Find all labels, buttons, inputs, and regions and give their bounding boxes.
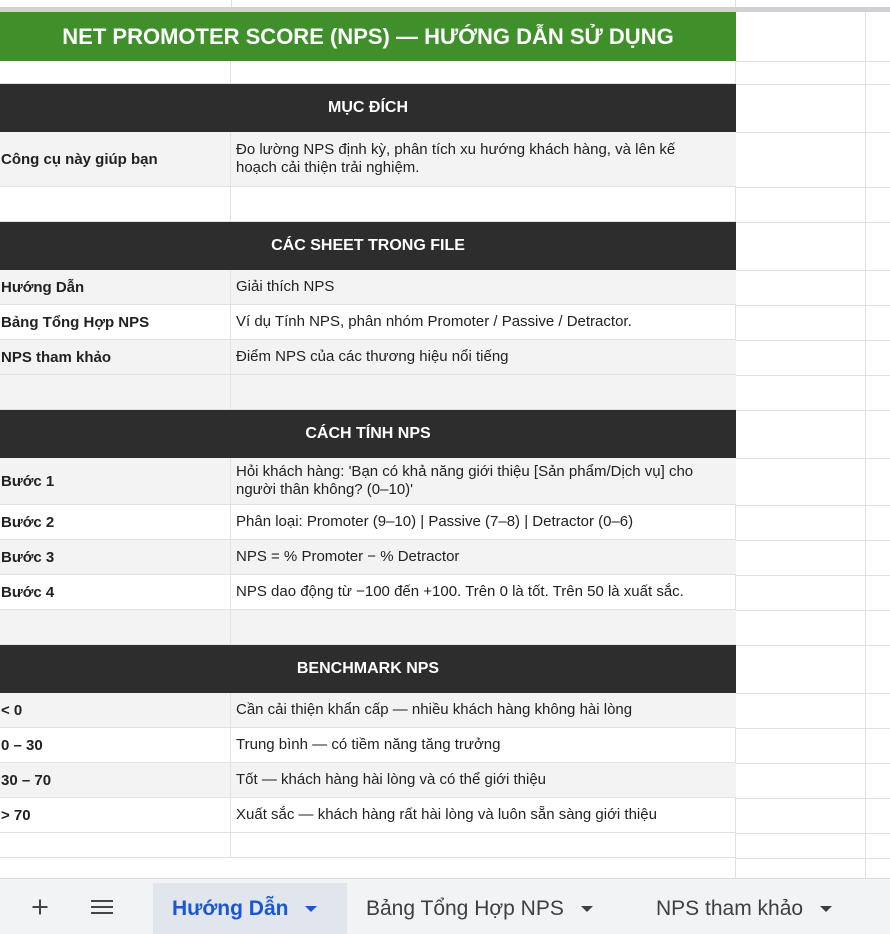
section-header-purpose[interactable]: MỤC ĐÍCH <box>0 84 736 132</box>
empty-row[interactable] <box>0 61 736 84</box>
gridline <box>736 305 890 306</box>
row-label[interactable]: Bước 1 <box>0 458 231 504</box>
row-label[interactable]: NPS tham khảo <box>0 340 231 374</box>
gridline <box>736 763 890 764</box>
table-row[interactable] <box>0 693 736 728</box>
table-row[interactable] <box>0 763 736 798</box>
tab-label: Bảng Tổng Hợp NPS <box>366 897 564 920</box>
row-text[interactable]: Ví dụ Tính NPS, phân nhóm Promoter / Passive / Detractor. <box>236 313 632 330</box>
plus-icon <box>31 898 49 916</box>
gridline <box>736 132 890 133</box>
empty-row[interactable] <box>0 833 736 858</box>
gridline <box>736 575 890 576</box>
gridline <box>736 693 890 694</box>
row-text[interactable]: NPS = % Promoter − % Detractor <box>236 548 460 565</box>
row-text[interactable]: Tốt — khách hàng hài lòng và có thể giới thiệu <box>236 771 547 788</box>
table-row[interactable] <box>0 540 736 575</box>
gridline <box>736 610 890 611</box>
table-row[interactable] <box>0 270 736 305</box>
table-row[interactable] <box>0 340 736 375</box>
row-text[interactable]: Hỏi khách hàng: 'Bạn có khả năng giới thiệu [Sản phẩm/Dịch vụ] cho người thân không? (0–10)' <box>236 463 694 498</box>
table-row[interactable] <box>0 505 736 540</box>
gridline <box>736 340 890 341</box>
column-header-strip <box>0 0 890 12</box>
section-header-benchmark[interactable]: BENCHMARK NPS <box>0 645 736 693</box>
row-label[interactable]: 0 – 30 <box>0 728 231 762</box>
empty-row[interactable] <box>0 187 736 222</box>
row-text[interactable]: Điểm NPS của các thương hiệu nổi tiếng <box>236 348 509 365</box>
section-header-calc[interactable]: CÁCH TÍNH NPS <box>0 410 736 458</box>
hamburger-icon <box>91 899 113 915</box>
gridline <box>736 645 890 646</box>
gridline <box>736 798 890 799</box>
row-label[interactable]: > 70 <box>0 798 231 832</box>
row-text[interactable]: Đo lường NPS định kỳ, phân tích xu hướng khách hàng, và lên kế hoạch cải thiện trải nghiệm. <box>236 141 676 176</box>
row-text[interactable]: Xuất sắc — khách hàng rất hài lòng và luôn sẵn sàng giới thiệu <box>236 806 657 823</box>
row-label[interactable]: < 0 <box>0 693 231 727</box>
gridline <box>736 540 890 541</box>
tab-bang-tong-hop-nps[interactable] <box>347 883 637 934</box>
table-row[interactable] <box>0 728 736 763</box>
all-sheets-button[interactable] <box>84 879 120 934</box>
tab-huong-dan[interactable] <box>153 883 347 934</box>
row-text[interactable]: Phân loại: Promoter (9–10) | Passive (7–8) | Detractor (0–6) <box>236 513 634 530</box>
chevron-down-icon[interactable] <box>581 906 593 912</box>
row-text[interactable]: NPS dao động từ −100 đến +100. Trên 0 là tốt. Trên 50 là xuất sắc. <box>236 583 684 600</box>
table-row[interactable] <box>0 798 736 833</box>
row-text[interactable]: Cần cải thiện khẩn cấp — nhiều khách hàng không hài lòng <box>236 701 633 718</box>
gridline <box>736 84 890 85</box>
row-label[interactable]: Bước 2 <box>0 505 231 539</box>
gridline <box>736 187 890 188</box>
chevron-down-icon[interactable] <box>820 906 832 912</box>
gridline <box>736 505 890 506</box>
gridline <box>736 458 890 459</box>
table-row[interactable] <box>0 575 736 610</box>
gridline <box>736 375 890 376</box>
gridline <box>865 12 866 878</box>
empty-row[interactable] <box>0 375 736 410</box>
sheet-title[interactable]: NET PROMOTER SCORE (NPS) — HƯỚNG DẪN SỬ DỤNG <box>0 12 736 61</box>
table-row[interactable] <box>0 132 736 187</box>
table-row[interactable] <box>0 458 736 505</box>
gridline <box>736 833 890 834</box>
tab-label: Hướng Dẫn <box>172 897 289 920</box>
gridline <box>736 61 890 62</box>
tab-label: NPS tham khảo <box>656 897 804 920</box>
row-label[interactable]: Công cụ này giúp bạn <box>0 132 231 186</box>
section-header-sheets[interactable]: CÁC SHEET TRONG FILE <box>0 222 736 270</box>
row-label[interactable]: Hướng Dẫn <box>0 270 231 304</box>
gridline <box>736 858 890 859</box>
tab-nps-tham-khao[interactable] <box>637 883 890 934</box>
row-text[interactable]: Trung bình — có tiềm năng tăng trưởng <box>236 736 501 753</box>
sheet-tab-bar <box>0 878 890 934</box>
add-sheet-button[interactable] <box>22 879 58 934</box>
row-label[interactable]: Bảng Tổng Hợp NPS <box>0 305 231 339</box>
table-row[interactable] <box>0 305 736 340</box>
row-text[interactable]: Giải thích NPS <box>236 278 335 295</box>
row-label[interactable]: Bước 3 <box>0 540 231 574</box>
row-label[interactable]: Bước 4 <box>0 575 231 609</box>
gridline <box>736 270 890 271</box>
row-label[interactable]: 30 – 70 <box>0 763 231 797</box>
empty-row[interactable] <box>0 610 736 645</box>
gridline <box>736 410 890 411</box>
gridline <box>736 222 890 223</box>
chevron-down-icon[interactable] <box>305 906 317 912</box>
gridline <box>736 728 890 729</box>
